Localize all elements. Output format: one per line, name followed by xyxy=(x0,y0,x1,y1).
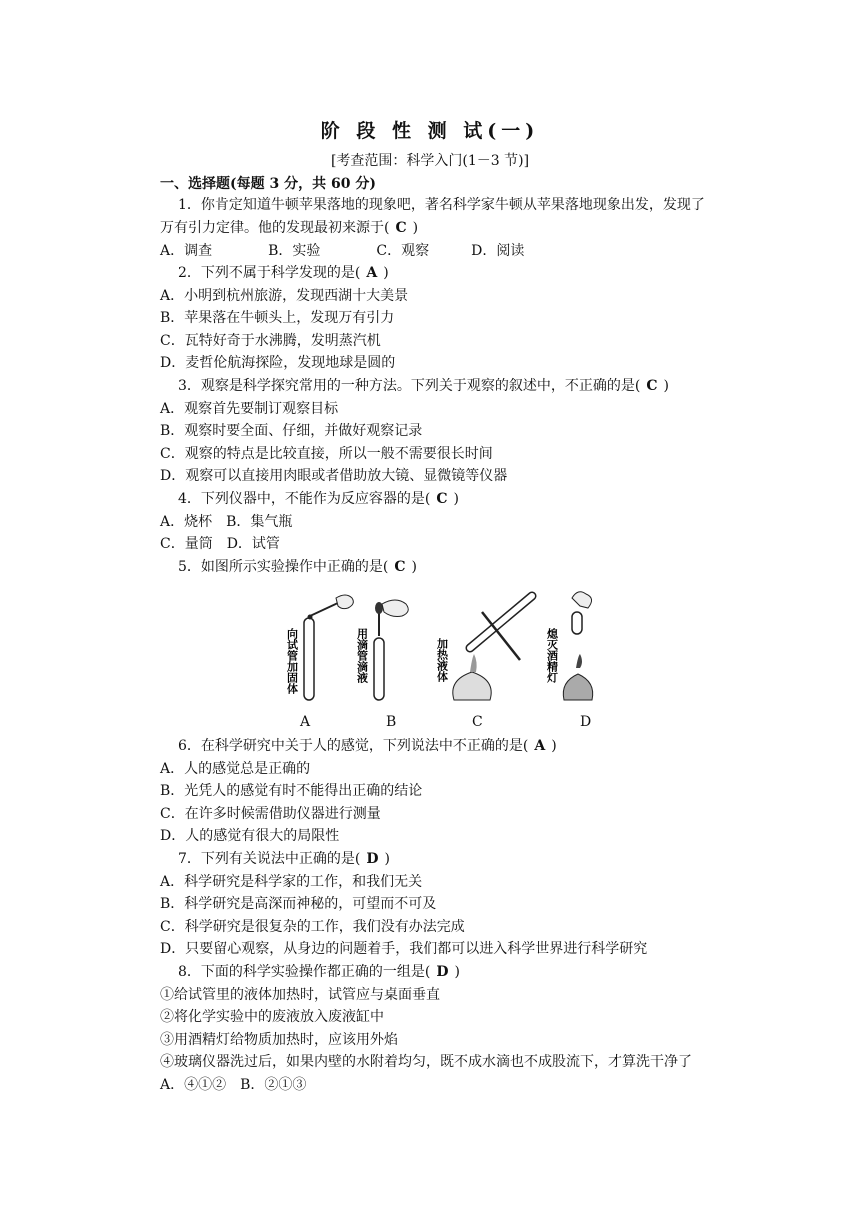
q6-stem: 6．在科学研究中关于人的感觉，下列说法中不正确的是( xyxy=(178,738,529,754)
figure-a-caption: 向试管加固体 xyxy=(285,628,299,694)
figure-b-caption: 用滴管滴液 xyxy=(355,628,369,683)
q3-option-a: A．观察首先要制订观察目标 xyxy=(160,401,339,417)
q7-answer: D xyxy=(366,851,379,867)
q3-option-d: D．观察可以直接用肉眼或者借助放大镜、显微镜等仪器 xyxy=(160,468,508,484)
q6-stem-line xyxy=(178,737,557,755)
q2-stem: 2．下列不属于科学发现的是( xyxy=(178,265,361,281)
q4-answer: C xyxy=(436,491,448,507)
figure-label-d: D xyxy=(580,714,592,730)
q8-statement-2: ②将化学实验中的废液放入废液缸中 xyxy=(160,1009,384,1025)
q2-option-b: B．苹果落在牛顿头上，发现万有引力 xyxy=(160,310,395,326)
q3-answer: C xyxy=(646,378,658,394)
q6-option-a: A．人的感觉总是正确的 xyxy=(160,761,311,777)
figure-d-lamp xyxy=(546,592,593,700)
q8-stem-line xyxy=(178,963,460,981)
q6-option-b: B．光凭人的感觉有时不能得出正确的结论 xyxy=(160,783,423,799)
lab-operations-figure xyxy=(270,588,620,708)
figure-a-test-tube xyxy=(286,595,354,700)
q5-stem-line xyxy=(178,558,417,576)
q8-paren: ) xyxy=(454,964,460,980)
q7-option-b: B．科学研究是高深而神秘的，可望而不可及 xyxy=(160,896,437,912)
q4-options-ab: A．烧杯 B．集气瓶 xyxy=(160,514,293,530)
q2-option-d: D．麦哲伦航海探险，发现地球是圆的 xyxy=(160,355,396,371)
q7-option-a: A．科学研究是科学家的工作，和我们无关 xyxy=(160,874,423,890)
q8-statement-1: ①给试管里的液体加热时，试管应与桌面垂直 xyxy=(160,987,440,1003)
q6-option-d: D．人的感觉有很大的局限性 xyxy=(160,828,340,844)
figure-label-b: B xyxy=(386,714,397,730)
q3-stem: 3．观察是科学探究常用的一种方法。下列关于观察的叙述中，不正确的是( xyxy=(178,378,641,394)
q4-stem: 4．下列仪器中，不能作为反应容器的是( xyxy=(178,491,431,507)
q8-statement-4: ④玻璃仪器洗过后，如果内壁的水附着均匀，既不成水滴也不成股流下，才算洗干净了 xyxy=(160,1054,692,1070)
q1-paren: ) xyxy=(412,220,419,236)
q1-answer: C xyxy=(395,220,407,236)
q1-stem: 万有引力定律。他的发现最初来源于( xyxy=(160,220,390,236)
section-heading: 一、选择题(每题 3 分，共 60 分) xyxy=(160,176,376,192)
figure-label-c: C xyxy=(472,714,483,730)
q5-answer: C xyxy=(394,559,406,575)
q5-paren: ) xyxy=(411,559,417,575)
figure-d-caption: 熄灭酒精灯 xyxy=(545,628,559,683)
q4-stem-line xyxy=(178,490,459,508)
q7-option-c: C．科学研究是很复杂的工作，我们没有办法完成 xyxy=(160,919,465,935)
exam-scope: [考查范围：科学入门(1－3 节)] xyxy=(330,153,530,169)
q6-option-c: C．在许多时候需借助仪器进行测量 xyxy=(160,806,381,822)
q1-options: A．调查 B．实验 C．观察 D．阅读 xyxy=(160,243,525,259)
q1-stem-line1: 1．你肯定知道牛顿苹果落地的现象吧，著名科学家牛顿从苹果落地现象出发，发现了 xyxy=(178,197,705,213)
q2-answer: A xyxy=(366,265,378,281)
q2-paren: ) xyxy=(383,265,389,281)
q3-paren: ) xyxy=(663,378,669,394)
figure-c-caption: 加热液体 xyxy=(435,638,449,682)
q3-option-b: B．观察时要全面、仔细，并做好观察记录 xyxy=(160,423,423,439)
q4-paren: ) xyxy=(453,491,459,507)
figure-c-heating xyxy=(436,596,533,700)
q7-stem-line xyxy=(178,850,390,868)
q1-stem-line2 xyxy=(160,219,418,237)
q7-stem: 7．下列有关说法中正确的是( xyxy=(178,851,361,867)
q8-stem: 8．下面的科学实验操作都正确的一组是( xyxy=(178,964,431,980)
q3-stem-line xyxy=(178,377,669,395)
q5-stem: 5．如图所示实验操作中正确的是( xyxy=(178,559,389,575)
q3-option-c: C．观察的特点是比较直接，所以一般不需要很长时间 xyxy=(160,446,493,462)
q8-statement-3: ③用酒精灯给物质加热时，应该用外焰 xyxy=(160,1032,398,1048)
figure-b-dropper xyxy=(356,600,409,700)
q8-options: A．④①② B．②①③ xyxy=(160,1077,307,1093)
figure-label-a: A xyxy=(300,714,311,730)
q6-answer: A xyxy=(534,738,546,754)
q2-option-a: A．小明到杭州旅游，发现西湖十大美景 xyxy=(160,288,409,304)
page-title: 阶 段 性 测 试(一) xyxy=(320,120,540,142)
q7-option-d: D．只要留心观察，从身边的问题着手，我们都可以进入科学世界进行科学研究 xyxy=(160,941,648,957)
q8-answer: D xyxy=(436,964,449,980)
q2-option-c: C．瓦特好奇于水沸腾，发明蒸汽机 xyxy=(160,333,381,349)
q7-paren: ) xyxy=(384,851,390,867)
q6-paren: ) xyxy=(551,738,557,754)
q4-options-cd: C．量筒 D．试管 xyxy=(160,536,280,552)
q2-stem-line xyxy=(178,264,389,282)
